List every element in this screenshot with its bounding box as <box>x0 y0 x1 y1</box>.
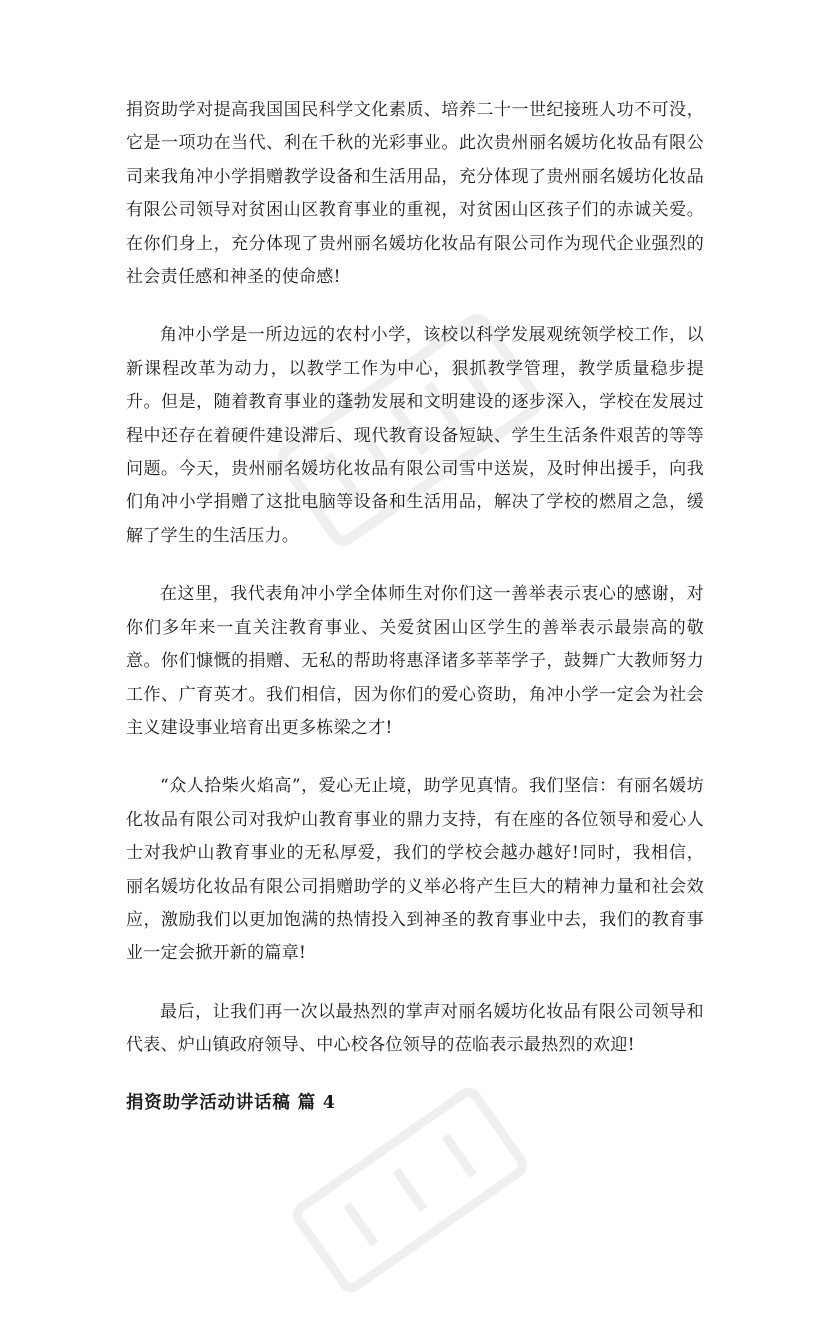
document-body <box>126 94 704 1118</box>
paragraph-1: 捐资助学对提高我国国民科学文化素质、培养二十一世纪接班人功不可没，它是一项功在当代、利在千秋的光彩事业。此次贵州丽名媛坊化妆品有限公司来我角冲小学捐赠教学设备和生活用品，充分体现了贵州丽名媛坊化妆品有限公司领导对贫困山区教育事业的重视，对贫困山区孩子们的赤诚关爱。在你们身上，充分体现了贵州丽名媛坊化妆品有限公司作为现代企业强烈的社会责任感和神圣的使命感! <box>126 100 704 288</box>
section-heading: 捐资助学活动讲话稿 篇 4 <box>126 1092 336 1113</box>
paragraph-4: “众人拾柴火焰高”，爱心无止境，助学见真情。我们坚信：有丽名媛坊化妆品有限公司对我炉山教育事业的鼎力支持，有在座的各位领导和爱心人士对我炉山教育事业的无私厚爱，我们的学校会越办越好!同时，我相信，丽名媛坊化妆品有限公司捐赠助学的义举必将产生巨大的精神力量和社会效应，激励我们以更加饱满的热情投入到神圣的教育事业中去，我们的教育事业一定会掀开新的篇章! <box>126 776 704 964</box>
paragraph-2: 角冲小学是一所边远的农村小学，该校以科学发展观统领学校工作，以新课程改革为动力，以教学工作为中心，狠抓教学管理，教学质量稳步提升。但是，随着教育事业的蓬勃发展和文明建设的逐步深入，学校在发展过程中还存在着硬件建设滞后、现代教育设备短缺、学生生活条件艰苦的等等问题。今天，贵州丽名媛坊化妆品有限公司雪中送炭，及时伸出援手，向我们角冲小学捐赠了这批电脑等设备和生活用品，解决了学校的燃眉之急，缓解了学生的生活压力。 <box>126 325 704 546</box>
paragraph-3: 在这里，我代表角冲小学全体师生对你们这一善举表示衷心的感谢，对你们多年来一直关注教育事业、关爱贫困山区学生的善举表示最崇高的敬意。你们慷慨的捐赠、无私的帮助将惠泽诸多莘莘学子，鼓舞广大教师努力工作、广育英才。我们相信，因为你们的爱心资助，角冲小学一定会为社会主义建设事业培育出更多栋梁之才! <box>126 584 704 738</box>
paragraph-5: 最后，让我们再一次以最热烈的掌声对丽名媛坊化妆品有限公司领导和代表、炉山镇政府领导、中心校各位领导的莅临表示最热烈的欢迎! <box>126 1001 704 1056</box>
